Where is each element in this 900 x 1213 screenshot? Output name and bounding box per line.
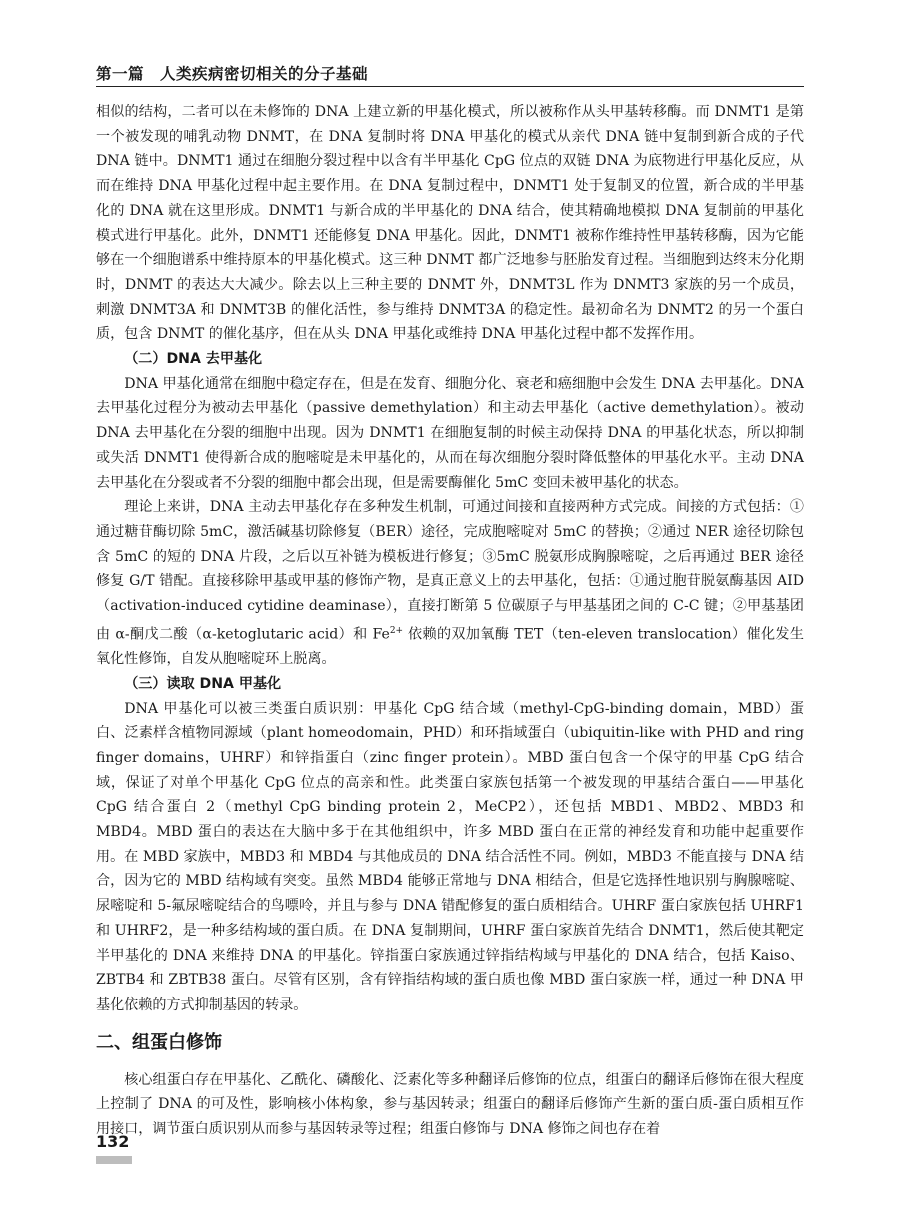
paragraph-demethylation-mechanisms [96,495,804,672]
mechanisms-text-start: 理论上来讲，DNA 主动去甲基化存在多种发生机制，可通过间接和直接两种方式完成。间接的方式包括：①通过糖苷酶切除 5mC，激活碱基切除修复（BER）途径，完成胞嘧啶对 5mC 的替换；②通过 NER 途径切除包含 5mC 的短的 DNA 片段，之后以互补链为模板进行修复；③5mC 脱氨形成胸腺嘧啶，之后再通过 BER 途径修复 G/T 错配。直接移除甲基或甲基的修饰产物，是真正意义上的去甲基化，包括：①通过胞苷脱氨酶基因 AID（activation-induced cytidine deaminase），直接打断第 5 位碳原子与甲基基团之间的 C-C 键；②甲基基团由 α-酮戊二酸（α-ketoglutaric acid）和 Fe [96,499,804,643]
mechanisms-text-end: 依赖的双加氧酶 TET（ten-eleven translocation）催化发生氧化性修饰，自发从胞嘧啶环上脱离。 [96,626,805,668]
header-rule [96,86,804,87]
page-number: 132 [96,1132,130,1151]
section-heading-histone-modification: 二、组蛋白修饰 [96,1031,222,1053]
paragraph-methylation-readers: DNA 甲基化可以被三类蛋白质识别：甲基化 CpG 结合域（methyl-CpG-binding domain，MBD）蛋白、泛素样含植物同源域（plant homeodomain，PHD）和环指域蛋白（ubiquitin-like with PHD and ring finger domains，UHRF）和锌指蛋白（zinc finger protein）。MBD 蛋白包含一个保守的甲基 CpG 结合域，保证了对单个甲基化 CpG 位点的高亲和性。此类蛋白家族包括第一个被发现的甲基结合蛋白——甲基化 CpG 结合蛋白 2（methyl CpG binding protein 2，MeCP2），还包括 MBD1、MBD2、MBD3 和 MBD4。MBD 蛋白的表达在大脑中多于在其他组织中，许多 MBD 蛋白在正常的神经发育和功能中起重要作用。在 MBD 家族中，MBD3 和 MBD4 与其他成员的 DNA 结合活性不同。例如，MBD3 不能直接与 DNA 结合，因为它的 MBD 结构域有突变。虽然 MBD4 能够正常地与 DNA 相结合，但是它选择性地识别与胸腺嘧啶、尿嘧啶和 5-氟尿嘧啶结合的鸟嘌呤，并且与参与 DNA 错配修复的蛋白质相结合。UHRF 蛋白家族包括 UHRF1 和 UHRF2，是一种多结构域的蛋白质。在 DNA 复制期间，UHRF 蛋白家族首先结合 DNMT1，然后使其靶定半甲基化的 DNA 来维持 DNA 的甲基化。锌指蛋白家族通过锌指结构域与甲基化的 DNA 结合，包括 Kaiso、ZBTB4 和 ZBTB38 蛋白。尽管有区别，含有锌指结构域的蛋白质也像 MBD 蛋白家族一样，通过一种 DNA 甲基化依赖的方式抑制基因的转录。 [96,700,804,1013]
paragraph-histone-modification: 核心组蛋白存在甲基化、乙酰化、磷酸化、泛素化等多种翻译后修饰的位点，组蛋白的翻译后修饰在很大程度上控制了 DNA 的可及性，影响核小体构象，参与基因转录；组蛋白的翻译后修饰产生新的蛋白质-蛋白质相互作用接口，调节蛋白质识别从而参与基因转录等过程；组蛋白修饰与 DNA 修饰之间也存在着 [96,1071,804,1138]
fe-charge-superscript: 2+ [389,625,404,636]
subheading-dna-demethylation: （二）DNA 去甲基化 [124,351,263,368]
header-title: 第一篇 人类疾病密切相关的分子基础 [96,65,369,83]
subheading-reading-methylation: （三）读取 DNA 甲基化 [124,675,282,692]
paragraph-demethylation-overview: DNA 甲基化通常在细胞中稳定存在，但是在发育、细胞分化、衰老和癌细胞中会发生 DNA 去甲基化。DNA 去甲基化过程分为被动去甲基化（passive demethylation）和主动去甲基化（active demethylation）。被动 DNA 去甲基化在分裂的细胞中出现。因为 DNMT1 在细胞复制的时候主动保持 DNA 的甲基化状态，所以抑制或失活 DNMT1 使得新合成的胞嘧啶是未甲基化的，从而在每次细胞分裂时降低整体的甲基化水平。主动 DNA 去甲基化在分裂或者不分裂的细胞中都会出现，但是需要酶催化 5mC 变回未被甲基化的状态。 [96,375,804,491]
running-header [96,62,804,88]
page-footer [96,1128,804,1168]
page-body [96,100,804,1142]
footer-bar [96,1156,132,1164]
paragraph-dnmt-continuation: 相似的结构，二者可以在未修饰的 DNA 上建立新的甲基化模式，所以被称作从头甲基转移酶。而 DNMT1 是第一个被发现的哺乳动物 DNMT，在 DNA 复制时将 DNA 甲基化的模式从亲代 DNA 链中复制到新合成的子代 DNA 链中。DNMT1 通过在细胞分裂过程中以含有半甲基化 CpG 位点的双链 DNA 为底物进行甲基化反应，从而在维持 DNA 甲基化过程中起主要作用。在 DNA 复制过程中，DNMT1 处于复制叉的位置，新合成的半甲基化的 DNA 就在这里形成。DNMT1 与新合成的半甲基化的 DNA 结合，使其精确地模拟 DNA 复制前的甲基化模式进行甲基化。此外，DNMT1 还能修复 DNA 甲基化。因此，DNMT1 被称作维持性甲基转移酶，因为它能够在一个细胞谱系中维持原本的甲基化模式。这三种 DNMT 都广泛地参与胚胎发育过程。当细胞到达终末分化期时，DNMT 的表达大大减少。除去以上三种主要的 DNMT 外，DNMT3L 作为 DNMT3 家族的另一个成员，刺激 DNMT3A 和 DNMT3B 的催化活性，参与维持 DNMT3A 的稳定性。最初命名为 DNMT2 的另一个蛋白质，包含 DNMT 的催化基序，但在从头 DNA 甲基化或维持 DNA 甲基化过程中都不发挥作用。 [96,104,804,343]
